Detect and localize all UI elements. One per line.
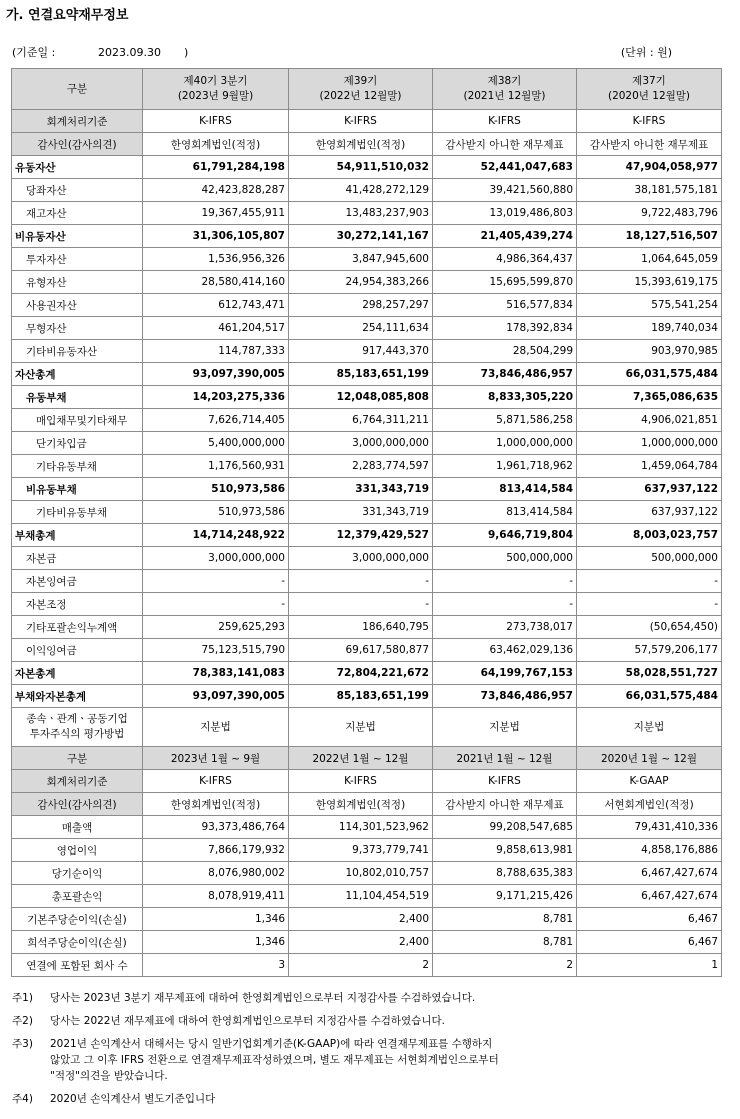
table-row bbox=[12, 156, 722, 179]
income-header-period: 2021년 1월 ~ 12월 bbox=[433, 747, 577, 770]
row-label: 유동부채 bbox=[12, 386, 143, 409]
row-value: 1,176,560,931 bbox=[143, 455, 289, 478]
row-value: 575,541,254 bbox=[577, 294, 722, 317]
row-value: 273,738,017 bbox=[433, 616, 577, 639]
row-label: 매출액 bbox=[12, 816, 143, 839]
row-value: 1,000,000,000 bbox=[577, 432, 722, 455]
meta-value: 감사받지 아니한 재무제표 bbox=[433, 133, 577, 156]
row-value: 21,405,439,274 bbox=[433, 225, 577, 248]
income-header-period: 2020년 1월 ~ 12월 bbox=[577, 747, 722, 770]
header-period bbox=[433, 69, 577, 110]
footnote-label: 주3) bbox=[12, 1038, 33, 1050]
row-value: 78,383,141,083 bbox=[143, 662, 289, 685]
row-label: 무형자산 bbox=[12, 317, 143, 340]
equity-method-value: 지분법 bbox=[577, 708, 722, 747]
meta-value: K-GAAP bbox=[577, 770, 722, 793]
income-header-label: 구분 bbox=[12, 747, 143, 770]
footnote bbox=[12, 1036, 712, 1084]
row-label: 영업이익 bbox=[12, 839, 143, 862]
row-value: 510,973,586 bbox=[143, 478, 289, 501]
header-row bbox=[12, 69, 722, 110]
table-row bbox=[12, 931, 722, 954]
table-row bbox=[12, 908, 722, 931]
row-label: 단기차입금 bbox=[12, 432, 143, 455]
meta-value: 서현회계법인(적정) bbox=[577, 793, 722, 816]
meta-value: 한영회계법인(적정) bbox=[143, 793, 289, 816]
row-value: 41,428,272,129 bbox=[289, 179, 433, 202]
row-value: 2,283,774,597 bbox=[289, 455, 433, 478]
row-label: 자본잉여금 bbox=[12, 570, 143, 593]
row-value: 9,373,779,741 bbox=[289, 839, 433, 862]
row-value: 2,400 bbox=[289, 908, 433, 931]
row-label: 유동자산 bbox=[12, 156, 143, 179]
row-label: 기타비유동자산 bbox=[12, 340, 143, 363]
table-row bbox=[12, 202, 722, 225]
row-value: 331,343,719 bbox=[289, 478, 433, 501]
row-value: - bbox=[289, 593, 433, 616]
row-value: 93,097,390,005 bbox=[143, 685, 289, 708]
meta-label: 회계처리기준 bbox=[12, 110, 143, 133]
row-value: 66,031,575,484 bbox=[577, 363, 722, 386]
row-label: 재고자산 bbox=[12, 202, 143, 225]
table-row bbox=[12, 409, 722, 432]
table-row bbox=[12, 524, 722, 547]
meta-row bbox=[12, 110, 722, 133]
row-label: 총포괄손익 bbox=[12, 885, 143, 908]
meta-label: 감사인(감사의견) bbox=[12, 793, 143, 816]
row-value: - bbox=[143, 570, 289, 593]
row-value: 186,640,795 bbox=[289, 616, 433, 639]
row-label: 희석주당순이익(손실) bbox=[12, 931, 143, 954]
row-value: 93,373,486,764 bbox=[143, 816, 289, 839]
row-value: 2 bbox=[289, 954, 433, 977]
table-row bbox=[12, 225, 722, 248]
row-value: 19,367,455,911 bbox=[143, 202, 289, 225]
row-label: 사용권자산 bbox=[12, 294, 143, 317]
row-value: 1,346 bbox=[143, 908, 289, 931]
row-value: - bbox=[289, 570, 433, 593]
equity-method-label-line1: 종속ㆍ관계ㆍ공동기업 bbox=[26, 713, 128, 725]
row-label: 비유동부채 bbox=[12, 478, 143, 501]
row-label: 기본주당순이익(손실) bbox=[12, 908, 143, 931]
row-value: 331,343,719 bbox=[289, 501, 433, 524]
row-value: 4,858,176,886 bbox=[577, 839, 722, 862]
table-row bbox=[12, 685, 722, 708]
row-value: 254,111,634 bbox=[289, 317, 433, 340]
table-row bbox=[12, 478, 722, 501]
row-value: 66,031,575,484 bbox=[577, 685, 722, 708]
row-value: 7,866,179,932 bbox=[143, 839, 289, 862]
row-value: 64,199,767,153 bbox=[433, 662, 577, 685]
meta-value: K-IFRS bbox=[433, 110, 577, 133]
row-label: 당기순이익 bbox=[12, 862, 143, 885]
row-value: 11,104,454,519 bbox=[289, 885, 433, 908]
meta-value: 감사받지 아니한 재무제표 bbox=[577, 133, 722, 156]
footnote-label: 주2) bbox=[12, 1015, 33, 1027]
row-label: 기타유동부채 bbox=[12, 455, 143, 478]
table-row bbox=[12, 432, 722, 455]
row-value: 13,483,237,903 bbox=[289, 202, 433, 225]
footnote-text: 당사는 2022년 재무제표에 대하여 한영회계법인으로부터 지정감사를 수검하였습니다. bbox=[50, 1015, 445, 1027]
period-date: (2023년 9월말) bbox=[177, 90, 254, 102]
footnote-label: 주1) bbox=[12, 992, 33, 1004]
equity-method-row bbox=[12, 708, 722, 747]
row-value: 52,441,047,683 bbox=[433, 156, 577, 179]
header-category: 구분 bbox=[12, 69, 143, 110]
row-value: 85,183,651,199 bbox=[289, 685, 433, 708]
table-row bbox=[12, 386, 722, 409]
row-value: 57,579,206,177 bbox=[577, 639, 722, 662]
row-value: 1,000,000,000 bbox=[433, 432, 577, 455]
row-value: 7,626,714,405 bbox=[143, 409, 289, 432]
meta-value: 한영회계법인(적정) bbox=[289, 133, 433, 156]
row-value: 3,000,000,000 bbox=[289, 547, 433, 570]
row-value: (50,654,450) bbox=[577, 616, 722, 639]
row-value: 85,183,651,199 bbox=[289, 363, 433, 386]
financial-summary-table bbox=[11, 68, 722, 977]
row-label: 연결에 포함된 회사 수 bbox=[12, 954, 143, 977]
row-value: 8,781 bbox=[433, 931, 577, 954]
meta-value: K-IFRS bbox=[143, 770, 289, 793]
row-label: 비유동자산 bbox=[12, 225, 143, 248]
row-value: 73,846,486,957 bbox=[433, 363, 577, 386]
meta-row bbox=[12, 793, 722, 816]
row-value: 13,019,486,803 bbox=[433, 202, 577, 225]
meta-value: 한영회계법인(적정) bbox=[143, 133, 289, 156]
income-header-row bbox=[12, 747, 722, 770]
base-date bbox=[12, 44, 188, 60]
row-label: 매입채무및기타채무 bbox=[12, 409, 143, 432]
row-value: 63,462,029,136 bbox=[433, 639, 577, 662]
row-value: 259,625,293 bbox=[143, 616, 289, 639]
row-value: 12,379,429,527 bbox=[289, 524, 433, 547]
period-name: 제40기 3분기 bbox=[183, 75, 248, 87]
row-value: 3,000,000,000 bbox=[289, 432, 433, 455]
row-value: 72,804,221,672 bbox=[289, 662, 433, 685]
meta-value: K-IFRS bbox=[577, 110, 722, 133]
row-label: 자본금 bbox=[12, 547, 143, 570]
table-row bbox=[12, 294, 722, 317]
meta-value: 한영회계법인(적정) bbox=[289, 793, 433, 816]
row-label: 자본총계 bbox=[12, 662, 143, 685]
row-value: 6,467 bbox=[577, 908, 722, 931]
row-value: 114,301,523,962 bbox=[289, 816, 433, 839]
row-value: 5,400,000,000 bbox=[143, 432, 289, 455]
row-value: 28,580,414,160 bbox=[143, 271, 289, 294]
header-period bbox=[577, 69, 722, 110]
meta-row bbox=[12, 770, 722, 793]
row-value: 61,791,284,198 bbox=[143, 156, 289, 179]
row-value: - bbox=[143, 593, 289, 616]
row-value: 30,272,141,167 bbox=[289, 225, 433, 248]
row-value: 298,257,297 bbox=[289, 294, 433, 317]
footnote-text: 2020년 손익계산서 별도기준입니다 bbox=[50, 1093, 216, 1105]
table-row bbox=[12, 862, 722, 885]
table-row bbox=[12, 248, 722, 271]
header-period bbox=[289, 69, 433, 110]
table-row bbox=[12, 271, 722, 294]
row-label: 이익잉여금 bbox=[12, 639, 143, 662]
footnotes bbox=[12, 990, 712, 1114]
period-name: 제39기 bbox=[343, 75, 378, 87]
row-value: 58,028,551,727 bbox=[577, 662, 722, 685]
row-value: 15,695,599,870 bbox=[433, 271, 577, 294]
meta-value: K-IFRS bbox=[289, 110, 433, 133]
row-value: 5,871,586,258 bbox=[433, 409, 577, 432]
row-value: 2 bbox=[433, 954, 577, 977]
row-value: 69,617,580,877 bbox=[289, 639, 433, 662]
row-value: 903,970,985 bbox=[577, 340, 722, 363]
meta-label: 감사인(감사의견) bbox=[12, 133, 143, 156]
unit-label: (단위 : 원) bbox=[620, 46, 672, 59]
period-date: (2022년 12월말) bbox=[319, 90, 402, 102]
row-value: 38,181,575,181 bbox=[577, 179, 722, 202]
row-value: 516,577,834 bbox=[433, 294, 577, 317]
row-value: 8,788,635,383 bbox=[433, 862, 577, 885]
row-value: 93,097,390,005 bbox=[143, 363, 289, 386]
meta-row bbox=[12, 133, 722, 156]
row-value: 1 bbox=[577, 954, 722, 977]
row-value: 189,740,034 bbox=[577, 317, 722, 340]
table-row bbox=[12, 317, 722, 340]
row-value: 3,847,945,600 bbox=[289, 248, 433, 271]
row-value: 2,400 bbox=[289, 931, 433, 954]
row-value: 39,421,560,880 bbox=[433, 179, 577, 202]
table-row bbox=[12, 340, 722, 363]
row-value: 8,781 bbox=[433, 908, 577, 931]
row-value: 15,393,619,175 bbox=[577, 271, 722, 294]
row-value: 10,802,010,757 bbox=[289, 862, 433, 885]
row-label: 부채와자본총계 bbox=[12, 685, 143, 708]
row-value: 79,431,410,336 bbox=[577, 816, 722, 839]
footnote-text: 2021년 손익계산서 대해서는 당시 일반기업회계기준(K-GAAP)에 따라 연결재무제표를 수행하지 않았고 그 이후 IFRS 전환으로 연결재무제표작성하였으며, 별도 재무제표는 서현회계법인으로부터 "적정"의견을 받았습니다. bbox=[50, 1038, 499, 1082]
row-value: - bbox=[577, 570, 722, 593]
row-value: 75,123,515,790 bbox=[143, 639, 289, 662]
row-value: 28,504,299 bbox=[433, 340, 577, 363]
row-value: 14,714,248,922 bbox=[143, 524, 289, 547]
base-date-label: (기준일 : bbox=[12, 46, 56, 59]
row-value: 6,467,427,674 bbox=[577, 862, 722, 885]
row-value: 3,000,000,000 bbox=[143, 547, 289, 570]
equity-method-label-line2: 투자주식의 평가방법 bbox=[29, 728, 125, 740]
row-value: 73,846,486,957 bbox=[433, 685, 577, 708]
row-value: 24,954,383,266 bbox=[289, 271, 433, 294]
row-value: 612,743,471 bbox=[143, 294, 289, 317]
row-value: 18,127,516,507 bbox=[577, 225, 722, 248]
row-label: 부채총계 bbox=[12, 524, 143, 547]
table-row bbox=[12, 547, 722, 570]
row-value: 6,467 bbox=[577, 931, 722, 954]
row-value: 813,414,584 bbox=[433, 478, 577, 501]
row-value: 9,722,483,796 bbox=[577, 202, 722, 225]
row-value: 99,208,547,685 bbox=[433, 816, 577, 839]
table-row bbox=[12, 593, 722, 616]
row-value: 114,787,333 bbox=[143, 340, 289, 363]
period-name: 제38기 bbox=[487, 75, 522, 87]
row-value: - bbox=[433, 570, 577, 593]
meta-value: 감사받지 아니한 재무제표 bbox=[433, 793, 577, 816]
table-row bbox=[12, 570, 722, 593]
row-label: 유형자산 bbox=[12, 271, 143, 294]
section-title: 가. 연결요약재무정보 bbox=[6, 8, 129, 23]
row-value: 1,961,718,962 bbox=[433, 455, 577, 478]
equity-method-label bbox=[12, 708, 143, 747]
meta-value: K-IFRS bbox=[143, 110, 289, 133]
row-value: 637,937,122 bbox=[577, 501, 722, 524]
meta-value: K-IFRS bbox=[433, 770, 577, 793]
table-row bbox=[12, 816, 722, 839]
period-date: (2021년 12월말) bbox=[463, 90, 546, 102]
row-value: 8,076,980,002 bbox=[143, 862, 289, 885]
row-value: 813,414,584 bbox=[433, 501, 577, 524]
table-row bbox=[12, 954, 722, 977]
row-value: 1,459,064,784 bbox=[577, 455, 722, 478]
period-name: 제37기 bbox=[632, 75, 666, 87]
footnote bbox=[12, 990, 712, 1006]
table-row bbox=[12, 455, 722, 478]
table-row bbox=[12, 885, 722, 908]
base-date-value: 2023.09.30 bbox=[98, 46, 161, 59]
row-label: 자본조정 bbox=[12, 593, 143, 616]
footnote bbox=[12, 1013, 712, 1029]
table-row bbox=[12, 363, 722, 386]
table-row bbox=[12, 179, 722, 202]
row-label: 기타포괄손익누계액 bbox=[12, 616, 143, 639]
row-value: - bbox=[433, 593, 577, 616]
row-value: 12,048,085,808 bbox=[289, 386, 433, 409]
row-value: 4,986,364,437 bbox=[433, 248, 577, 271]
row-value: - bbox=[577, 593, 722, 616]
row-value: 461,204,517 bbox=[143, 317, 289, 340]
row-value: 178,392,834 bbox=[433, 317, 577, 340]
row-value: 8,003,023,757 bbox=[577, 524, 722, 547]
row-value: 7,365,086,635 bbox=[577, 386, 722, 409]
row-value: 54,911,510,032 bbox=[289, 156, 433, 179]
table-row bbox=[12, 639, 722, 662]
row-value: 6,467,427,674 bbox=[577, 885, 722, 908]
row-value: 31,306,105,807 bbox=[143, 225, 289, 248]
row-value: 637,937,122 bbox=[577, 478, 722, 501]
row-value: 8,833,305,220 bbox=[433, 386, 577, 409]
row-value: 42,423,828,287 bbox=[143, 179, 289, 202]
row-value: 1,346 bbox=[143, 931, 289, 954]
row-value: 6,764,311,211 bbox=[289, 409, 433, 432]
row-label: 자산총계 bbox=[12, 363, 143, 386]
period-date: (2020년 12월말) bbox=[607, 90, 691, 102]
row-label: 당좌자산 bbox=[12, 179, 143, 202]
income-header-period: 2023년 1월 ~ 9월 bbox=[143, 747, 289, 770]
row-value: 9,171,215,426 bbox=[433, 885, 577, 908]
income-header-period: 2022년 1월 ~ 12월 bbox=[289, 747, 433, 770]
footnote-text: 당사는 2023년 3분기 재무제표에 대하여 한영회계법인으로부터 지정감사를 수검하였습니다. bbox=[50, 992, 476, 1004]
row-value: 14,203,275,336 bbox=[143, 386, 289, 409]
equity-method-value: 지분법 bbox=[289, 708, 433, 747]
equity-method-value: 지분법 bbox=[433, 708, 577, 747]
row-value: 3 bbox=[143, 954, 289, 977]
row-value: 47,904,058,977 bbox=[577, 156, 722, 179]
equity-method-value: 지분법 bbox=[143, 708, 289, 747]
row-value: 4,906,021,851 bbox=[577, 409, 722, 432]
row-value: 917,443,370 bbox=[289, 340, 433, 363]
meta-value: K-IFRS bbox=[289, 770, 433, 793]
row-value: 500,000,000 bbox=[433, 547, 577, 570]
row-value: 9,646,719,804 bbox=[433, 524, 577, 547]
row-value: 9,858,613,981 bbox=[433, 839, 577, 862]
table-row bbox=[12, 501, 722, 524]
meta-label: 회계처리기준 bbox=[12, 770, 143, 793]
row-value: 8,078,919,411 bbox=[143, 885, 289, 908]
table-row bbox=[12, 839, 722, 862]
header-period bbox=[143, 69, 289, 110]
row-label: 투자자산 bbox=[12, 248, 143, 271]
row-value: 1,064,645,059 bbox=[577, 248, 722, 271]
row-value: 510,973,586 bbox=[143, 501, 289, 524]
row-label: 기타비유동부채 bbox=[12, 501, 143, 524]
row-value: 1,536,956,326 bbox=[143, 248, 289, 271]
footnote-label: 주4) bbox=[12, 1093, 33, 1105]
table-row bbox=[12, 662, 722, 685]
table-row bbox=[12, 616, 722, 639]
base-date-close: ) bbox=[184, 46, 189, 59]
row-value: 500,000,000 bbox=[577, 547, 722, 570]
footnote bbox=[12, 1091, 712, 1107]
